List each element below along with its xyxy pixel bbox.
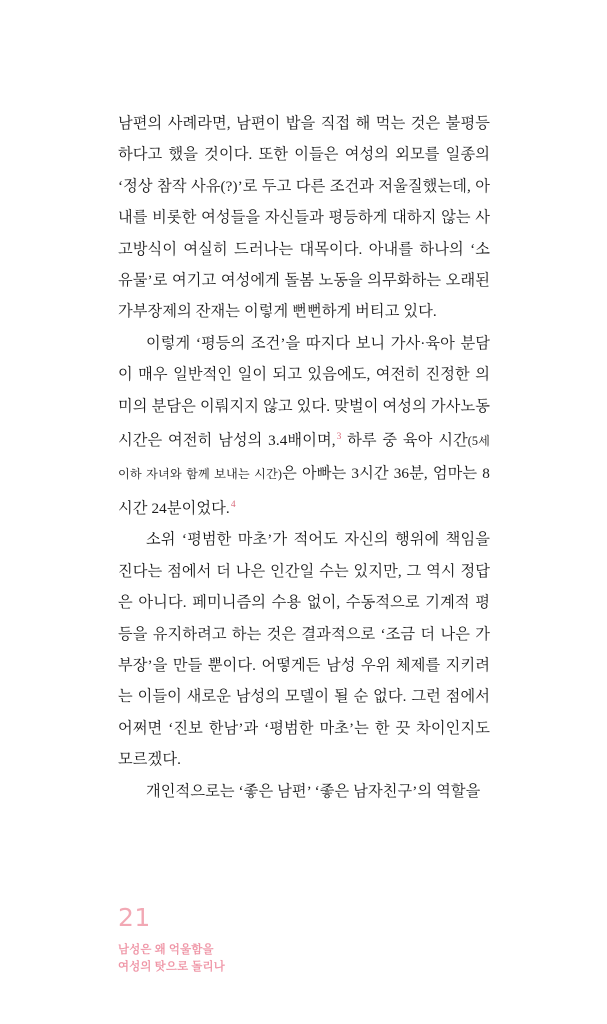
page-number: 21: [118, 903, 151, 932]
page-body-text: [118, 108, 490, 807]
paragraph-4: 개인적으로는 ‘좋은 남편’ ‘좋은 남자친구’의 역할을: [146, 782, 481, 800]
paragraph-2-segment-1: 이렇게 ‘평등의 조건’을 따지다 보니 가사·육아 분담이 매우 일반적인 일이 되고 있음에도, 여전히 진정한 의미의 분담은 이뤄지지 않고 있다. 맞벌이 여성의 가사노동 시간은 여전히 남성의 3.4배이며,: [118, 334, 490, 450]
paragraph-1: 남편의 사례라면, 남편이 밥을 직접 해 먹는 것은 불평등하다고 했을 것이다. 또한 이들은 여성의 외모를 일종의 ‘정상 참작 사유(?)’로 두고 다른 조건과 저울질했는데, 아내를 비롯한 여성들을 자신들과 평등하게 대하지 않는 사고방식이 여실히 드러나는 대목이다. 아내를 하나의 ‘소유물’로 여기고 여성에게 돌봄 노동을 의무화하는 오래된 가부장제의 잔재는 이렇게 뻔뻔하게 버티고 있다.: [118, 115, 490, 321]
footnote-marker-4: 4: [230, 499, 236, 510]
paragraph-2-segment-2: 하루 중 육아 시간: [341, 432, 468, 450]
paragraph-2: [118, 328, 490, 525]
running-head-line-1: 남성은 왜 억울함을: [118, 944, 214, 956]
page-footer: [118, 905, 490, 975]
paragraph-2-segment-3: 은 아빠는 3시간 36분, 엄마는 8시간 24분이었다.: [118, 464, 490, 517]
running-head-line-2: 여성의 탓으로 돌리나: [118, 960, 225, 973]
paragraph-3: 소위 ‘평범한 마초’가 적어도 자신의 행위에 책임을 진다는 점에서 더 나은 인간일 수는 있지만, 그 역시 정답은 아니다. 페미니즘의 수용 없이, 수동적으로 기계적 평등을 유지하려고 하는 것은 결과적으로 ‘조금 더 나은 가부장’을 만들 뿐이다. 어떻게든 남성 우위 체제를 지키려는 이들이 새로운 남성의 모델이 될 순 없다. 그런 점에서 어쩌면 ‘진보 한남’과 ‘평범한 마초’는 한 끗 차이인지도 모르겠다.: [118, 531, 490, 769]
running-head: [118, 942, 490, 975]
footnote-marker-3: 3: [336, 432, 342, 443]
paragraph-2-parenthetical: (5세 이하 자녀와 함께 보내는 시간): [118, 434, 490, 481]
